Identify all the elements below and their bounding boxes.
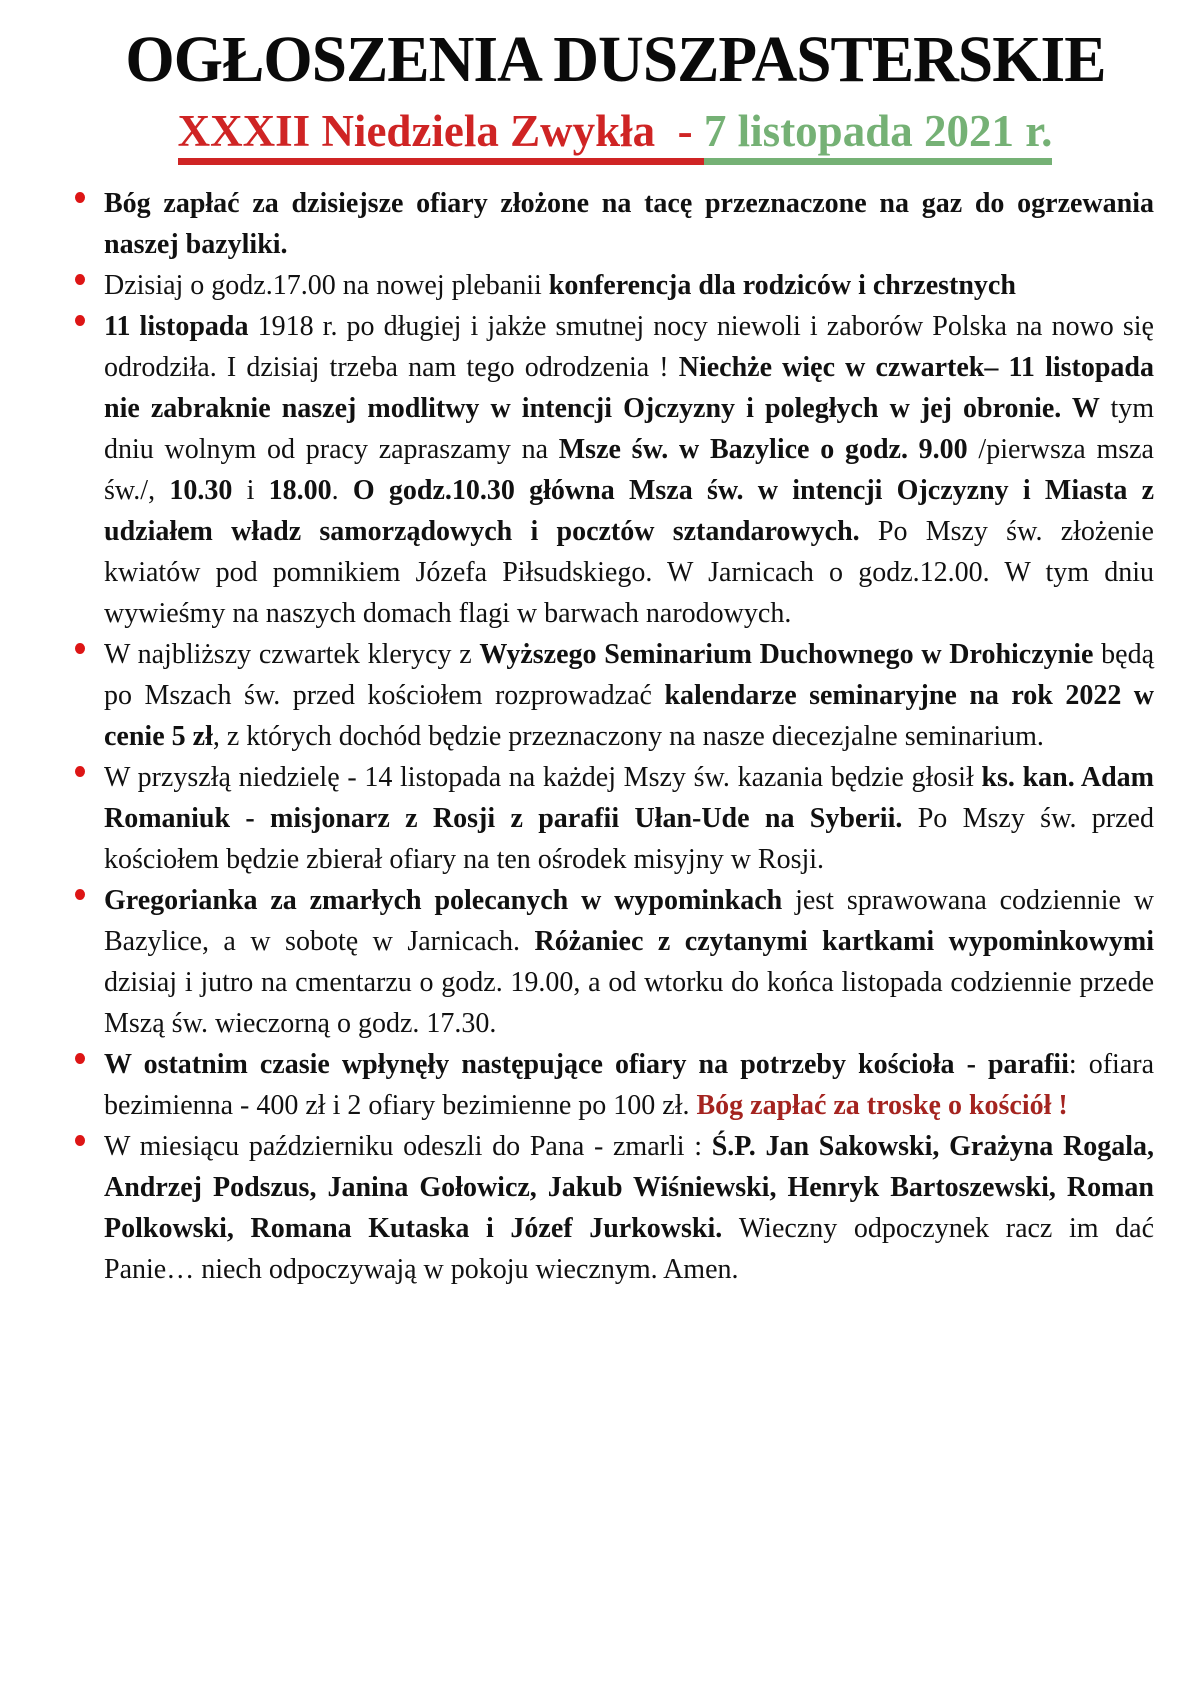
announcement-item	[104, 634, 1154, 757]
text-run: 11 listopada	[104, 310, 258, 342]
bullet-dot-icon	[75, 1135, 85, 1146]
bullet-dot-icon	[75, 274, 85, 285]
text-run: .	[331, 474, 353, 506]
text-run: ks. kan. Adam Romaniuk - misjonarz z Rosji z parafii Ułan-Ude na Syberii.	[104, 761, 1155, 834]
text-run: /pierwsza msza św./,	[104, 433, 1154, 506]
announcement-item	[104, 1126, 1154, 1290]
page-title-text: OGŁOSZENIA DUSZPASTERSKIE	[124, 23, 1106, 96]
text-run: 1918 r. po długiej i jakże smutnej nocy niewoli i zaborów Polska na nowo się odrodziła. I dzisiaj trzeba nam tego odrodzenia !	[104, 310, 1154, 383]
text-run: Bóg zapłać za dzisiejsze ofiary złożone na tacę przeznaczone na gaz do ogrzewania naszej bazyliki.	[104, 187, 1154, 260]
text-run: Różaniec z czytanymi kartkami wypominkowymi	[534, 925, 1154, 957]
text-run: Msze św. w Bazylice o godz. 9.00	[558, 433, 979, 465]
text-run: O godz.10.30 główna Msza św. w intencji Ojczyzny i Miasta z udziałem władz samorządowych i pocztów sztandarowych.	[104, 474, 1155, 547]
text-run: Po Mszy św. przed kościołem będzie zbierał ofiary na ten ośrodek misyjny w Rosji.	[104, 802, 1154, 875]
text-run: jest sprawowana codziennie w Bazylice, a w sobotę w Jarnicach.	[104, 884, 1154, 957]
text-run: dzisiaj i jutro na cmentarzu o godz. 19.00, a od wtorku do końca listopada codziennie przede Mszą św. wieczorną o godz. 17.30.	[104, 966, 1154, 1039]
text-run: Wieczny odpoczynek racz im dać Panie… niech odpoczywają w pokoju wiecznym. Amen.	[104, 1212, 1154, 1285]
announcement-item	[104, 183, 1154, 265]
bullet-dot-icon	[75, 889, 85, 900]
text-run: Ś.P. Jan Sakowski, Grażyna Rogala, Andrzej Podszus, Janina Gołowicz, Jakub Wiśniewski, Henryk Bartoszewski, Roman Polkowski, Romana Kutaska i Józef Jurkowski.	[104, 1130, 1154, 1244]
text-run: , z których dochód będzie przeznaczony na nasze diecezjalne seminarium.	[212, 720, 1044, 752]
subtitle-sunday-label: XXXII Niedziela Zwykła -	[178, 106, 704, 165]
text-run: Wyższego Seminarium Duchownego w Drohiczynie	[479, 638, 1102, 670]
announcement-list	[104, 183, 1154, 1290]
text-run: Bóg zapłać za troskę o kościół !	[696, 1089, 1068, 1121]
bullet-dot-icon	[75, 766, 85, 777]
text-run: W ostatnim czasie wpłynęły następujące ofiary na potrzeby kościoła - parafii	[104, 1048, 1069, 1080]
text-run: W najbliższy czwartek klerycy z	[104, 638, 480, 670]
bullet-dot-icon	[75, 192, 85, 203]
announcement-item	[104, 880, 1154, 1044]
page-title	[76, 24, 1154, 97]
text-run: Dzisiaj o godz.17.00 na nowej plebanii	[104, 269, 549, 301]
text-run: i	[232, 474, 269, 506]
text-run: tym dniu wolnym od pracy zapraszamy na	[104, 392, 1154, 465]
bullet-dot-icon	[75, 315, 85, 326]
announcement-item	[104, 265, 1154, 306]
text-run: 10.30	[169, 474, 233, 506]
text-run: będą po Mszach św. przed kościołem rozprowadzać	[104, 638, 1154, 711]
subtitle-date: 7 listopada 2021 r.	[704, 106, 1052, 165]
page-subtitle	[76, 103, 1154, 159]
text-run: 18.00	[268, 474, 332, 506]
text-run: W przyszłą niedzielę - 14 listopada na każdej Mszy św. kazania będzie głosił	[104, 761, 982, 793]
announcement-item	[104, 757, 1154, 880]
text-run: kalendarze seminaryjne na rok 2022 w cenie 5 zł	[104, 679, 1154, 752]
text-run: W miesiącu październiku odeszli do Pana - zmarli :	[104, 1130, 712, 1162]
text-run: Gregorianka za zmarłych polecanych w wypominkach	[104, 884, 796, 916]
bullet-dot-icon	[75, 643, 85, 654]
text-run: Niechże więc w czwartek– 11 listopada nie zabraknie naszej modlitwy w intencji Ojczyzny i poległych w jej obronie. W	[104, 351, 1154, 424]
bullet-dot-icon	[75, 1053, 85, 1064]
text-run: : ofiara bezimienna - 400 zł i 2 ofiary bezimienne po 100 zł.	[104, 1048, 1154, 1121]
announcement-item	[104, 1044, 1154, 1126]
announcement-item	[104, 306, 1154, 634]
text-run: konferencja dla rodziców i chrzestnych	[548, 269, 1016, 301]
text-run: Po Mszy św. złożenie kwiatów pod pomnikiem Józefa Piłsudskiego. W Jarnicach o godz.12.00. W tym dniu wywieśmy na naszych domach flagi w barwach narodowych.	[104, 515, 1154, 629]
